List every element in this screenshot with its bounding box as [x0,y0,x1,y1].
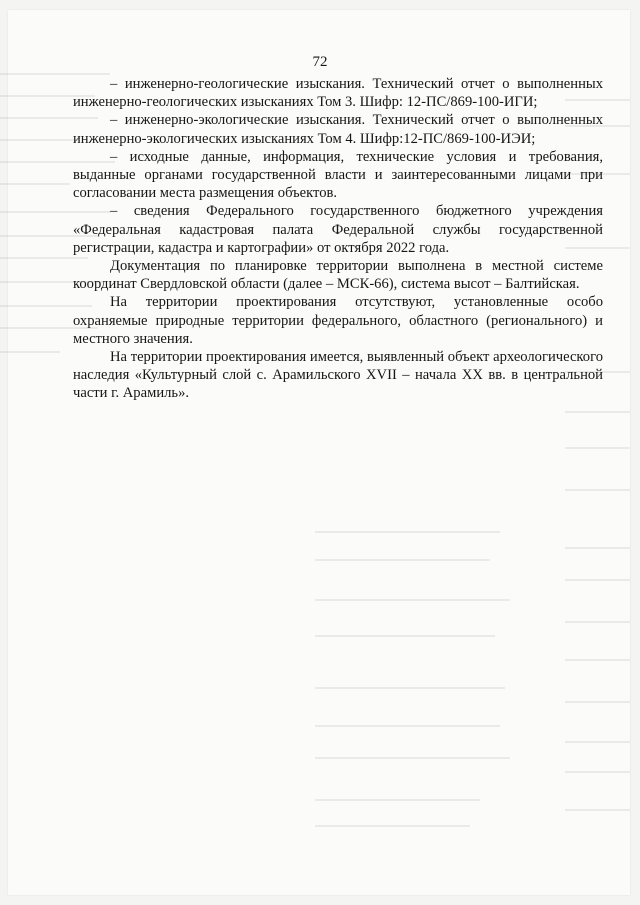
paragraph-engineering-geological-surveys: – инженерно-геологические изыскания. Технический отчет о выполненных инженерно-геологических изысканиях Том 3. Шифр: 12-ПС/869-100-ИГИ; [73,76,603,111]
paragraph-protected-areas: На территории проектирования отсутствуют, установленные особо охраняемые природные территории федерального, областного (регионального) и местного значения. [73,294,603,347]
paragraph-cadastral-information: – сведения Федерального государственного бюджетного учреждения «Федеральная кадастровая палата Федеральной службы государственной регистрации, кадастра и картографии» от октября 2022 года. [73,203,603,256]
paragraph-engineering-ecological-surveys: – инженерно-экологические изыскания. Технический отчет о выполненных инженерно-экологических изысканиях Том 4. Шифр:12-ПС/869-100-ИЭИ; [73,112,603,147]
page-number: 72 [312,54,328,70]
paragraph-source-data: – исходные данные, информация, технические условия и требования, выданные органами государственной власти и заинтересованными лицами при согласовании места размещения объектов. [73,148,603,202]
paragraph-archaeological-heritage: На территории проектирования имеется, выявленный объект археологического наследия «Культурный слой с. Арамильского XVII – начала XX вв. в центральной части г. Арамиль». [73,349,603,402]
document-body [73,75,603,403]
paragraph-coordinate-system: Документация по планировке территории выполнена в местной системе координат Свердловской области (далее – МСК-66), система высот – Балтийская. [73,258,603,293]
